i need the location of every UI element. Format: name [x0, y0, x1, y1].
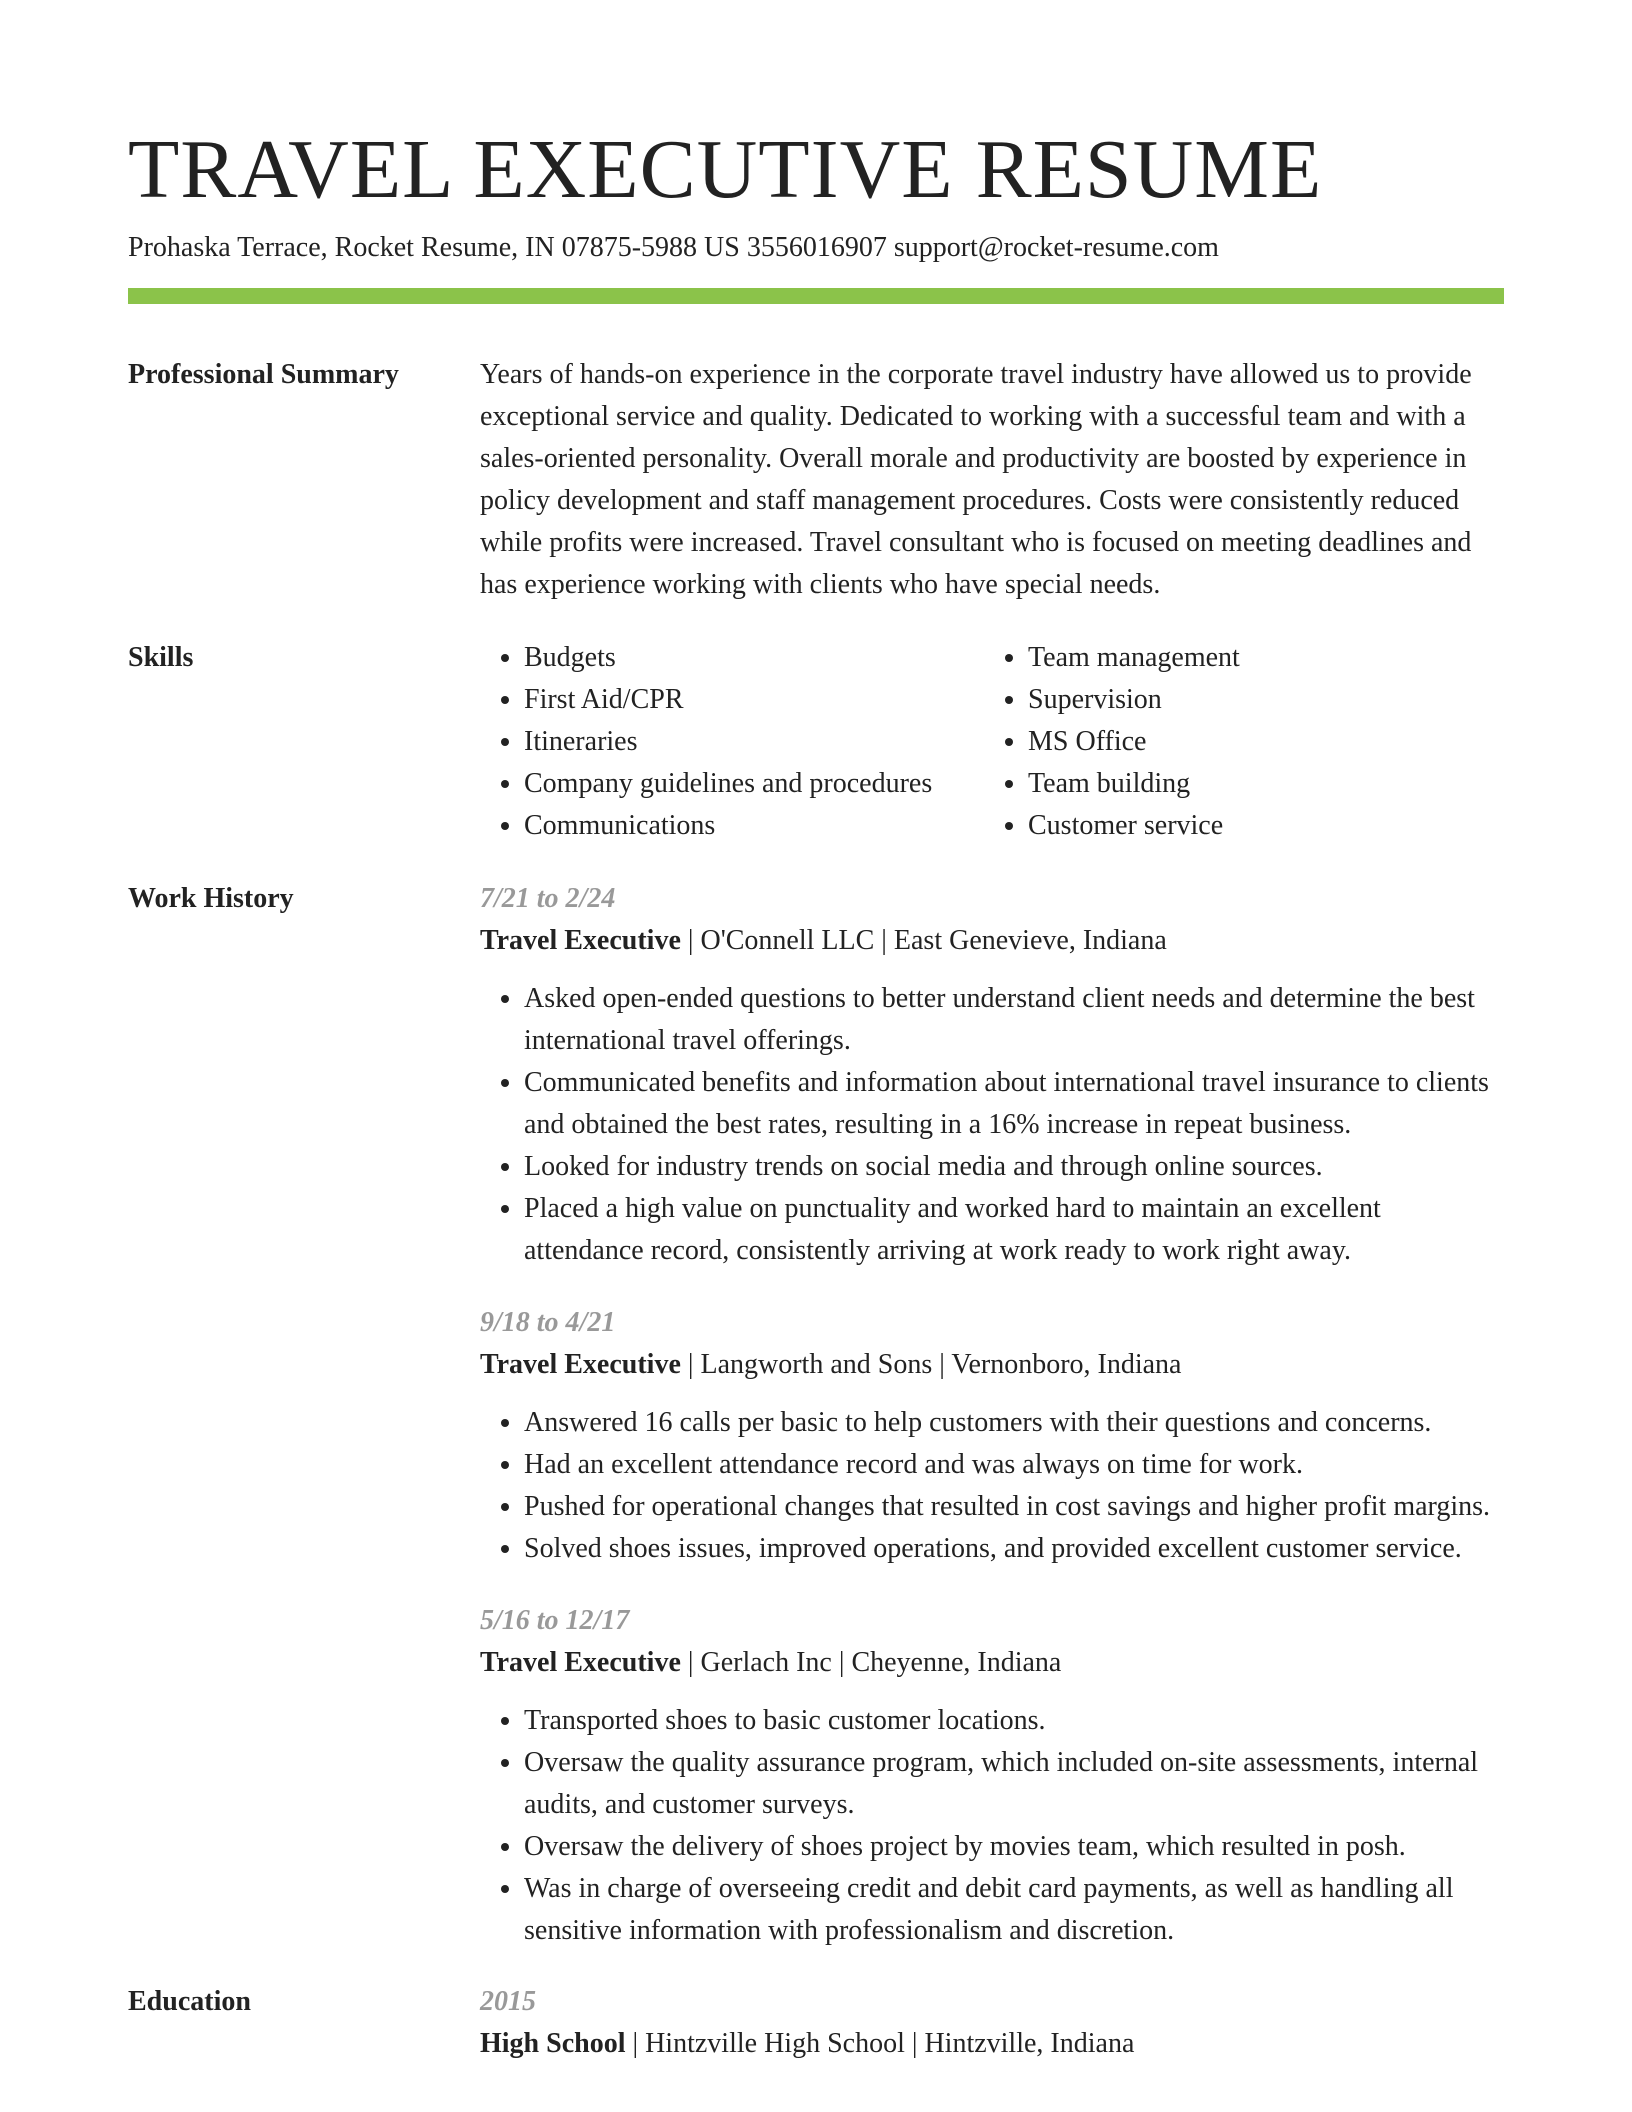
job-bullet: • Communicated benefits and information about international travel insurance to clients and obtained the best rates, resulting in a 16% increase in repeat business.: [524, 1062, 1504, 1146]
skill-item: • Company guidelines and procedures: [524, 763, 984, 805]
work-history-section: [128, 878, 1504, 1952]
job-bullet: • Answered 16 calls per basic to help customers with their questions and concerns.: [524, 1402, 1504, 1444]
job-bullet: • Had an excellent attendance record and was always on time for work.: [524, 1444, 1504, 1486]
job-bullets: [480, 978, 1504, 1272]
skill-item: • Itineraries: [524, 721, 984, 763]
skills-section: [128, 637, 1504, 847]
job-bullet: • Looked for industry trends on social media and through online sources.: [524, 1146, 1504, 1188]
job-bullet: • Placed a high value on punctuality and worked hard to maintain an excellent attendance record, consistently arriving at work ready to work right away.: [524, 1188, 1504, 1272]
job-details: | Langworth and Sons | Vernonboro, Indiana: [680, 1349, 1182, 1380]
job-title-line: [480, 920, 1504, 962]
skill-item: • Customer service: [1028, 805, 1488, 847]
education-details: | Hintzville High School | Hintzville, Indiana: [625, 2028, 1135, 2059]
job-bullet: • Was in charge of overseeing credit and debit card payments, as well as handling all sensitive information with professionalism and discretion.: [524, 1868, 1504, 1952]
skill-item: • Budgets: [524, 637, 984, 679]
job-title: Travel Executive: [480, 925, 681, 956]
job-bullets: [480, 1402, 1504, 1570]
job-bullet: • Solved shoes issues, improved operations, and provided excellent customer service.: [524, 1528, 1504, 1570]
job-dates: 7/21 to 2/24: [480, 883, 616, 914]
skill-item: • Communications: [524, 805, 984, 847]
job-title: Travel Executive: [480, 1349, 681, 1380]
education-date: 2015: [480, 1986, 536, 2017]
job-bullet: • Pushed for operational changes that resulted in cost savings and higher profit margins.: [524, 1486, 1504, 1528]
education-heading: Education: [128, 1986, 251, 2017]
skill-item: • MS Office: [1028, 721, 1488, 763]
job-title-line: [480, 1344, 1504, 1386]
job-title: Travel Executive: [480, 1647, 681, 1678]
job-entry: [480, 1302, 1504, 1570]
job-details: | O'Connell LLC | East Genevieve, Indiana: [680, 925, 1167, 956]
job-entry: [480, 878, 1504, 1272]
summary-text: Years of hands-on experience in the corporate travel industry have allowed us to provide exceptional service and quality. Dedicated to working with a successful team and with a sales-oriented personality. Overall morale and productivity are boosted by experience in policy development and staff management procedures. Costs were consistently reduced while profits were increased. Travel consultant who is focused on meeting deadlines and has experience working with clients who have special needs.: [480, 359, 1472, 600]
skill-item: • Team management: [1028, 637, 1488, 679]
job-dates: 9/18 to 4/21: [480, 1307, 616, 1338]
work-history-heading: Work History: [128, 883, 294, 914]
skill-item: • Supervision: [1028, 679, 1488, 721]
resume-title: TRAVEL EXECUTIVE RESUME: [128, 123, 1323, 216]
job-details: | Gerlach Inc | Cheyenne, Indiana: [680, 1647, 1062, 1678]
education-section: [128, 1981, 1504, 2065]
job-bullet: • Asked open-ended questions to better understand client needs and determine the best international travel offerings.: [524, 978, 1504, 1062]
job-bullet: • Oversaw the delivery of shoes project by movies team, which resulted in posh.: [524, 1826, 1504, 1868]
skills-list-left: [480, 637, 984, 847]
summary-heading: Professional Summary: [128, 359, 399, 390]
contact-line: Prohaska Terrace, Rocket Resume, IN 07875-5988 US 3556016907 support@rocket-resume.com: [128, 232, 1219, 263]
education-degree: High School: [480, 2028, 626, 2059]
job-bullet: • Transported shoes to basic customer locations.: [524, 1700, 1504, 1742]
skills-list-right: [984, 637, 1488, 847]
education-line: [480, 2023, 1504, 2065]
summary-section: [128, 354, 1504, 606]
accent-divider: [128, 288, 1504, 304]
job-dates: 5/16 to 12/17: [480, 1605, 630, 1636]
job-bullets: [480, 1700, 1504, 1952]
job-title-line: [480, 1642, 1504, 1684]
skill-item: • Team building: [1028, 763, 1488, 805]
skills-heading: Skills: [128, 642, 194, 673]
job-entry: [480, 1600, 1504, 1952]
job-bullet: • Oversaw the quality assurance program, which included on-site assessments, internal audits, and customer surveys.: [524, 1742, 1504, 1826]
skill-item: • First Aid/CPR: [524, 679, 984, 721]
